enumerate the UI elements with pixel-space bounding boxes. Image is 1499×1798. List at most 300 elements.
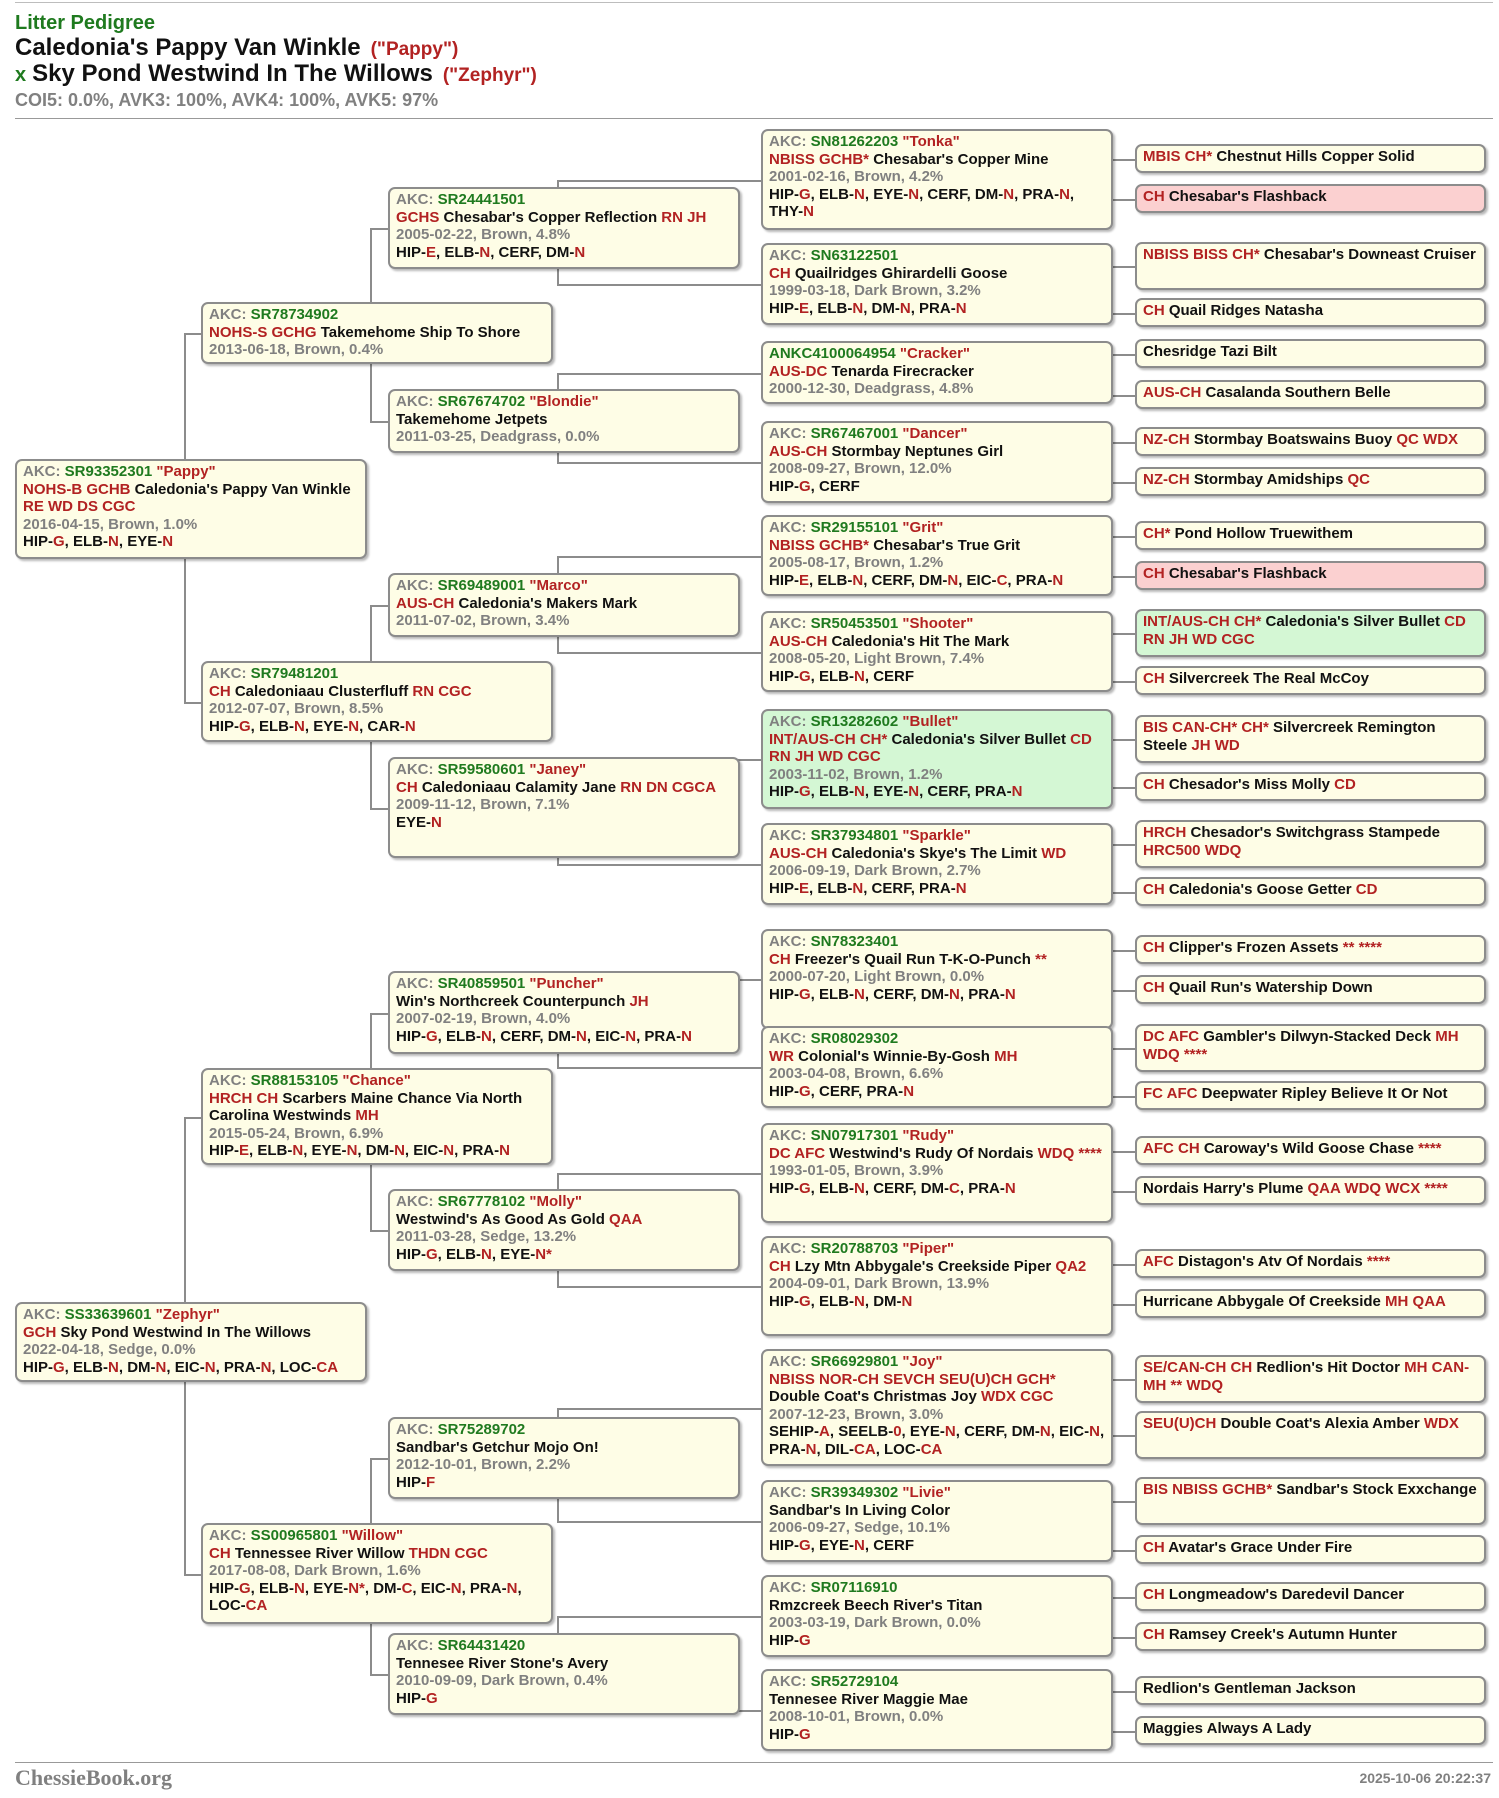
dog-name-line <box>769 1048 1105 1066</box>
title-prefix: CH <box>1143 881 1169 898</box>
title-prefix: MBIS CH* <box>1143 148 1217 165</box>
dam-call-name: ("Zephyr") <box>442 65 537 86</box>
dog-name: Caledonia's Hit The Mark <box>831 632 1010 650</box>
dog-name: Redlion's Gentleman Jackson <box>1143 1680 1356 1697</box>
dog-card-chestnut-hills-copper-solid[interactable] <box>1135 144 1486 173</box>
health-test: , CERF <box>864 1536 915 1554</box>
dog-card-chesabar-s-flashback[interactable] <box>1135 184 1486 213</box>
health-test: , DIL- <box>816 1440 855 1458</box>
dog-name: Stormbay Neptunes Girl <box>831 442 1004 460</box>
title-prefix: AUS-CH <box>396 594 459 612</box>
dog-name-line <box>396 209 732 227</box>
health-clearances <box>396 1474 732 1492</box>
health-test: , ELB- <box>64 1358 109 1376</box>
health-test: HIP- <box>769 985 799 1003</box>
dog-card-chesabar-s-copper-mine[interactable] <box>761 129 1113 230</box>
health-result: N <box>854 667 865 685</box>
title-suffix: WD <box>1037 844 1067 862</box>
health-result: N <box>155 1358 167 1376</box>
dog-card-caledonia-s-silver-bullet[interactable] <box>761 709 1113 809</box>
registration-line <box>396 1193 732 1211</box>
title-suffix: QC WDX <box>1392 431 1459 448</box>
registry-label: AKC: <box>769 713 811 730</box>
health-test: HIP- <box>769 1292 799 1310</box>
dog-name: Lzy Mtn Abbygale's Creekside Piper <box>794 1257 1052 1275</box>
title-prefix: NBISS GCHB* <box>769 536 874 554</box>
dog-name-line <box>1143 1293 1478 1311</box>
health-result: G <box>239 1579 251 1597</box>
health-result: C <box>949 1179 960 1197</box>
dog-name: Chesabar's True Grit <box>873 536 1021 554</box>
dog-name: Caroway's Wild Goose Chase <box>1203 1140 1414 1157</box>
health-clearances <box>769 1423 1105 1458</box>
health-test: , EYE- <box>118 533 163 550</box>
call-name: "Grit" <box>898 519 944 536</box>
health-test: , DM- <box>118 1358 156 1376</box>
dog-name: Chesabar's Downeast Cruiser <box>1263 246 1476 263</box>
title-prefix: AUS-CH <box>769 844 832 862</box>
dog-name: Caledoniaau Calamity Jane <box>421 778 617 796</box>
health-clearances <box>396 1246 732 1264</box>
dog-name-line <box>769 151 1105 169</box>
health-result: N <box>162 533 174 550</box>
dog-card-sky-pond-westwind-in-the-willows[interactable] <box>15 1302 367 1382</box>
dog-name: Clipper's Frozen Assets <box>1168 939 1339 956</box>
site-logo[interactable]: ChessieBook.org <box>15 1765 173 1790</box>
dog-card-sandbar-s-getchur-mojo-on[interactable] <box>388 1417 740 1499</box>
dog-name-line <box>1143 1720 1478 1738</box>
dog-name: Caledonia's Silver Bullet <box>891 730 1066 748</box>
health-result: N <box>852 879 864 897</box>
health-result: N <box>681 1027 692 1045</box>
health-test: , CAR- <box>359 717 405 735</box>
registry-label: AKC: <box>769 1579 811 1596</box>
registration-number: SR24441501 <box>437 191 526 208</box>
dog-name: Gambler's Dilwyn-Stacked Deck <box>1203 1028 1432 1045</box>
registration-number: SN78323401 <box>810 933 899 950</box>
dog-card-double-coat-s-alexia-amber[interactable] <box>1135 1411 1486 1459</box>
dog-card-gambler-s-dilwyn-stacked-deck[interactable] <box>1135 1024 1486 1072</box>
dog-card-redlion-s-gentleman-jackson[interactable] <box>1135 1676 1486 1705</box>
health-clearances <box>769 880 1105 898</box>
dog-name-line <box>769 443 1105 461</box>
health-test: HIP- <box>209 717 239 735</box>
dog-name-line <box>769 1597 1105 1615</box>
health-test: , PRA- <box>1014 185 1060 203</box>
health-test: HIP- <box>396 1473 426 1491</box>
dog-card-avatar-s-grace-under-fire[interactable] <box>1135 1535 1486 1564</box>
dog-card-clipper-s-frozen-assets[interactable] <box>1135 935 1486 964</box>
health-result: N <box>1039 1423 1051 1440</box>
dog-card-pond-hollow-truewithem[interactable] <box>1135 521 1486 550</box>
health-test: , THY- <box>769 185 1075 220</box>
health-clearances <box>769 186 1105 221</box>
title-suffix: CD <box>1351 881 1378 898</box>
health-test: , CERF, DM- <box>490 243 575 261</box>
pedigree-connector <box>370 1674 388 1676</box>
dog-name: Longmeadow's Daredevil Dancer <box>1168 1586 1405 1603</box>
health-test: HIP- <box>769 1725 799 1743</box>
dog-name-line <box>769 1371 1105 1406</box>
dog-name: Westwind's Rudy Of Nordais <box>829 1144 1034 1162</box>
dog-name: Caledonia's Silver Bullet <box>1265 613 1440 630</box>
health-result: N <box>404 717 416 735</box>
dog-name: Deepwater Ripley Believe It Or Not <box>1201 1085 1448 1102</box>
health-result: G <box>799 667 811 685</box>
birth-color-coi: 2009-11-12, Brown, 7.1% <box>396 796 570 813</box>
dog-name-line <box>1143 824 1478 859</box>
health-result: N <box>903 1082 915 1100</box>
dog-card-tennessee-river-willow[interactable] <box>201 1523 553 1624</box>
dog-card-double-coat-s-christmas-joy[interactable] <box>761 1349 1113 1466</box>
health-result: G <box>426 1689 438 1707</box>
health-test: , EIC- <box>958 571 997 589</box>
dog-name: Redlion's Hit Doctor <box>1256 1359 1400 1376</box>
call-name: "Livie" <box>898 1484 951 1501</box>
dog-card-lzy-mtn-abbygale-s-creekside-piper[interactable] <box>761 1236 1113 1336</box>
call-name: "Rudy" <box>898 1127 955 1144</box>
health-result: C <box>996 571 1008 589</box>
dog-name-line <box>1143 979 1478 997</box>
health-clearances <box>396 814 732 832</box>
health-result: N <box>1089 1423 1100 1440</box>
registration-line <box>209 1527 545 1545</box>
dog-card-caledoniaau-clusterfluff[interactable] <box>201 661 553 742</box>
registry-label: AKC: <box>396 1637 438 1654</box>
dog-name: Win's Northcreek Counterpunch <box>396 992 626 1010</box>
dog-name-line <box>1143 1140 1478 1158</box>
dog-name: Quail Ridges Natasha <box>1168 302 1324 319</box>
title-prefix: CH <box>1143 565 1169 582</box>
dog-card-ramsey-creek-s-autumn-hunter[interactable] <box>1135 1622 1486 1651</box>
dog-name: Sky Pond Westwind In The Willows <box>60 1323 311 1341</box>
health-test: HIP- <box>396 1689 426 1707</box>
pedigree-connector <box>370 808 388 810</box>
health-test: , CERF, DM- <box>955 1423 1040 1440</box>
dog-card-caledonia-s-skye-s-the-limit[interactable] <box>761 823 1113 905</box>
coi-summary: COI5: 0.0%, AVK3: 100%, AVK4: 100%, AVK5: 97% <box>15 90 439 110</box>
dam-name: Sky Pond Westwind In The Willows <box>32 60 433 87</box>
health-result: N <box>803 203 815 220</box>
dog-name: Chesador's Switchgrass Stampede <box>1190 824 1440 841</box>
dog-name: Rmzcreek Beech River's Titan <box>769 1596 983 1614</box>
registration-line <box>769 615 1105 633</box>
birth-color-coi: 2015-05-24, Brown, 6.9% <box>209 1124 384 1142</box>
dog-card-chesador-s-switchgrass-stampede[interactable] <box>1135 820 1486 868</box>
health-test: , EYE- <box>304 1579 349 1597</box>
dog-card-westwind-s-as-good-as-gold[interactable] <box>388 1189 740 1271</box>
registry-label: AKC: <box>23 463 65 480</box>
dog-card-freezer-s-quail-run-t-k-o-punch[interactable] <box>761 929 1113 1029</box>
health-test: , ELB- <box>436 243 480 261</box>
health-result: N <box>481 1027 492 1045</box>
health-test: , EYE- <box>901 1423 945 1440</box>
birth-color-coi: 2016-04-15, Brown, 1.0% <box>23 515 198 533</box>
health-clearances <box>769 783 1105 801</box>
health-test: , EYE- <box>491 1245 536 1263</box>
title-prefix: CH <box>1143 979 1169 996</box>
dog-card-stormbay-neptunes-girl[interactable] <box>761 421 1113 503</box>
health-result: N <box>852 299 864 317</box>
dog-card-sandbar-s-in-living-color[interactable] <box>761 1480 1113 1562</box>
dog-card-chesabar-s-copper-reflection[interactable] <box>388 187 740 269</box>
dog-name-line <box>1143 246 1478 264</box>
registration-number: SR08029302 <box>810 1030 899 1047</box>
title-prefix: DC AFC <box>769 1144 830 1162</box>
health-result: N <box>805 1440 817 1458</box>
registration-number: SR67467001 <box>810 425 899 442</box>
registration-line <box>209 1072 545 1090</box>
title-prefix: AFC <box>1143 1253 1178 1270</box>
health-test: , ELB- <box>809 879 853 897</box>
health-result: G <box>53 1358 65 1376</box>
dog-name: Freezer's Quail Run T-K-O-Punch <box>794 950 1031 968</box>
title-suffix: RN CGC <box>408 682 472 700</box>
registration-line <box>769 133 1105 151</box>
dog-card-caledonia-s-silver-bullet[interactable] <box>1135 609 1486 657</box>
birth-color-coi: 2007-12-23, Brown, 3.0% <box>769 1405 944 1423</box>
health-clearances <box>769 1726 1105 1744</box>
registry-label: AKC: <box>769 1673 811 1690</box>
dog-name: Caledoniaau Clusterfluff <box>234 682 409 700</box>
health-test: , ELB- <box>809 299 853 317</box>
health-clearances <box>209 1142 545 1160</box>
health-result: N <box>1004 985 1016 1003</box>
health-result: N <box>294 717 305 735</box>
dog-name-line <box>396 993 732 1011</box>
dog-card-nordais-harry-s-plume[interactable] <box>1135 1176 1486 1205</box>
health-result: N <box>348 717 360 735</box>
title-suffix: CD RN JH WD CGC <box>769 730 1092 765</box>
dog-card-redlion-s-hit-doctor[interactable] <box>1135 1355 1486 1403</box>
call-name: "Zephyr" <box>151 1306 220 1323</box>
registry-label: AKC: <box>209 665 251 682</box>
title-suffix: QC <box>1343 471 1370 488</box>
registry-label: AKC: <box>769 247 811 264</box>
health-result: E <box>799 571 810 589</box>
page-title: Litter Pedigree <box>15 12 156 34</box>
health-test: , ELB- <box>250 717 295 735</box>
health-test: , EYE- <box>304 717 349 735</box>
dog-card-quail-run-s-watership-down[interactable] <box>1135 975 1486 1004</box>
dam-heading <box>15 60 537 88</box>
title-prefix: NBISS GCHB* <box>769 150 874 168</box>
title-suffix: WDQ **** <box>1033 1144 1102 1162</box>
health-clearances <box>769 478 1105 496</box>
title-prefix: DC AFC <box>1143 1028 1204 1045</box>
header-divider <box>15 118 1493 119</box>
birth-color-coi: 2003-11-02, Brown, 1.2% <box>769 765 943 783</box>
health-result: F <box>426 1473 436 1491</box>
health-test: , CERF, DM- <box>864 1179 950 1197</box>
registration-line <box>396 975 732 993</box>
dog-name-line <box>23 1324 359 1342</box>
dog-card-chesabar-s-true-grit[interactable] <box>761 515 1113 596</box>
dog-name-line <box>1143 525 1478 543</box>
dog-card-chesabar-s-downeast-cruiser[interactable] <box>1135 242 1486 290</box>
title-prefix: CH <box>1143 1626 1169 1643</box>
pedigree-connector <box>557 652 761 654</box>
health-test: HIP- <box>769 1179 799 1197</box>
registration-number: SR40859501 <box>437 975 526 992</box>
dog-card-caledonia-s-makers-mark[interactable] <box>388 573 740 637</box>
dog-name: Chestnut Hills Copper Solid <box>1216 148 1415 165</box>
dog-card-silvercreek-remington-steele[interactable] <box>1135 715 1486 763</box>
health-result: CA <box>316 1358 339 1376</box>
registration-line <box>769 247 1105 265</box>
health-result: N <box>852 571 864 589</box>
dog-card-quail-ridges-natasha[interactable] <box>1135 298 1486 327</box>
registration-number: SR93352301 <box>64 463 153 480</box>
birth-color-coi: 1993-01-05, Brown, 3.9% <box>769 1162 944 1179</box>
dog-card-maggies-always-a-lady[interactable] <box>1135 1716 1486 1745</box>
call-name: "Puncher" <box>525 975 604 992</box>
dog-card-casalanda-southern-belle[interactable] <box>1135 380 1486 409</box>
dog-name: Double Coat's Christmas Joy <box>769 1388 977 1405</box>
dog-card-sandbar-s-stock-exxchange[interactable] <box>1135 1477 1486 1525</box>
title-prefix: GCHS <box>396 208 444 226</box>
title-suffix: ** <box>1030 950 1047 968</box>
dog-card-deepwater-ripley-believe-it-or-not[interactable] <box>1135 1081 1486 1110</box>
health-test: HIP- <box>23 1358 53 1376</box>
health-test: , CERF <box>810 477 860 495</box>
health-result: N <box>260 1358 272 1376</box>
health-result: N <box>576 1027 587 1045</box>
health-result: N <box>955 299 967 317</box>
registration-line <box>396 393 732 411</box>
registry-label: AKC: <box>209 1072 251 1089</box>
pedigree-connector <box>370 421 388 423</box>
dog-card-rmzcreek-beech-river-s-titan[interactable] <box>761 1575 1113 1657</box>
pedigree-connector <box>557 462 761 464</box>
registration-number: SR64431420 <box>437 1637 526 1654</box>
health-result: CA <box>854 1440 876 1458</box>
call-name: "Pappy" <box>152 463 216 480</box>
dog-card-takemehome-ship-to-shore[interactable] <box>201 302 553 364</box>
dog-card-distagon-s-atv-of-nordais[interactable] <box>1135 1249 1486 1278</box>
health-test: HIP- <box>769 1082 799 1100</box>
dog-card-colonial-s-winnie-by-gosh[interactable] <box>761 1026 1113 1108</box>
dog-card-win-s-northcreek-counterpunch[interactable] <box>388 971 740 1054</box>
title-prefix: AUS-DC <box>769 362 832 380</box>
dog-name-line <box>1143 343 1478 361</box>
dog-name-line <box>1143 1028 1478 1063</box>
dog-card-tennesee-river-maggie-mae[interactable] <box>761 1669 1113 1751</box>
dog-name-line <box>1143 1253 1478 1271</box>
dog-card-caledonia-s-pappy-van-winkle[interactable] <box>15 459 367 559</box>
dog-card-caroway-s-wild-goose-chase[interactable] <box>1135 1136 1486 1165</box>
birth-color-coi: 2010-09-09, Dark Brown, 0.4% <box>396 1672 608 1689</box>
health-result: N <box>854 1292 865 1310</box>
registration-line <box>396 1421 732 1439</box>
dog-name-line <box>1143 881 1478 899</box>
title-prefix: CH* <box>1143 525 1175 542</box>
dog-card-tenarda-firecracker[interactable] <box>761 341 1113 404</box>
dog-card-chesabar-s-flashback[interactable] <box>1135 561 1486 590</box>
health-clearances <box>769 1537 1105 1555</box>
dog-name: Takemehome Ship To Shore <box>320 323 521 341</box>
registry-label: AKC: <box>209 1527 251 1544</box>
health-test: , EIC- <box>404 1142 444 1159</box>
dog-name: Sandbar's Getchur Mojo On! <box>396 1438 599 1456</box>
health-result: G <box>799 1292 811 1310</box>
dog-name-line <box>1143 1586 1478 1604</box>
dog-name: Caledonia's Makers Mark <box>458 594 638 612</box>
dog-card-hurricane-abbygale-of-creekside[interactable] <box>1135 1289 1486 1318</box>
health-test: , DM- <box>357 1142 395 1159</box>
title-prefix: CH <box>1143 776 1169 793</box>
dog-name: Chesabar's Flashback <box>1168 565 1327 582</box>
dog-name-line <box>769 951 1105 969</box>
health-result: N <box>499 1142 510 1159</box>
dog-card-westwind-s-rudy-of-nordais[interactable] <box>761 1123 1113 1223</box>
registration-number: SN81262203 <box>810 133 899 150</box>
registration-number: SR07116910 <box>810 1579 898 1596</box>
pedigree-connector <box>557 1067 761 1069</box>
dog-name: Caledonia's Pappy Van Winkle <box>134 480 351 498</box>
birth-color-coi: 2022-04-18, Sedge, 0.0% <box>23 1341 196 1358</box>
call-name: "Marco" <box>525 577 588 594</box>
dog-card-takemehome-jetpets[interactable] <box>388 389 740 453</box>
health-test: , CERF, PRA- <box>863 879 956 897</box>
health-result: N <box>625 1027 637 1045</box>
health-test: , PRA- <box>454 1142 500 1159</box>
health-test: , EIC- <box>166 1358 205 1376</box>
health-test: , EYE- <box>864 783 909 800</box>
dog-card-chesador-s-miss-molly[interactable] <box>1135 772 1486 801</box>
birth-color-coi: 2006-09-27, Sedge, 10.1% <box>769 1519 950 1536</box>
title-suffix: **** <box>1414 1140 1442 1157</box>
dog-name-line <box>209 1090 545 1125</box>
registration-line <box>769 1353 1105 1371</box>
dog-card-caledonia-s-goose-getter[interactable] <box>1135 877 1486 906</box>
dog-card-tennesee-river-stone-s-avery[interactable] <box>388 1633 740 1715</box>
dog-card-scarbers-maine-chance-via-north-carolina-westwinds[interactable] <box>201 1068 553 1165</box>
health-test: , EYE- <box>864 185 909 203</box>
registry-label: AKC: <box>769 615 811 632</box>
title-suffix: HRC500 WDQ <box>1143 841 1242 859</box>
registration-line <box>396 577 732 595</box>
title-suffix: QA2 <box>1051 1257 1087 1275</box>
dog-card-caledoniaau-calamity-jane[interactable] <box>388 757 740 858</box>
dog-name-line <box>1143 1180 1478 1198</box>
health-result: G <box>53 533 65 550</box>
title-prefix: CH <box>1143 188 1169 205</box>
dog-card-stormbay-boatswains-buoy[interactable] <box>1135 427 1486 456</box>
dog-name-line <box>396 779 732 797</box>
dog-card-chesridge-tazi-bilt[interactable] <box>1135 339 1486 368</box>
registration-number: SR52729104 <box>810 1673 899 1690</box>
dog-name-line <box>1143 1359 1478 1394</box>
dog-card-stormbay-amidships[interactable] <box>1135 467 1486 496</box>
health-test: , ELB- <box>810 1292 855 1310</box>
health-test: HIP- <box>769 1631 799 1649</box>
call-name: "Willow" <box>337 1527 404 1544</box>
health-result: G <box>799 477 811 495</box>
health-test: HIP- <box>769 1536 799 1554</box>
health-test: , CERF <box>864 667 915 685</box>
dog-card-longmeadow-s-daredevil-dancer[interactable] <box>1135 1582 1486 1611</box>
dog-name-line <box>769 363 1105 381</box>
health-test: , ELB- <box>437 1245 482 1263</box>
dog-card-silvercreek-the-real-mccoy[interactable] <box>1135 666 1486 695</box>
dog-card-quailridges-ghirardelli-goose[interactable] <box>761 243 1113 325</box>
title-prefix: CH <box>1143 302 1169 319</box>
dog-name-line <box>769 1145 1105 1163</box>
title-suffix: RN DN CGCA <box>616 778 717 796</box>
title-suffix: CD <box>1329 776 1356 793</box>
dog-card-caledonia-s-hit-the-mark[interactable] <box>761 611 1113 692</box>
